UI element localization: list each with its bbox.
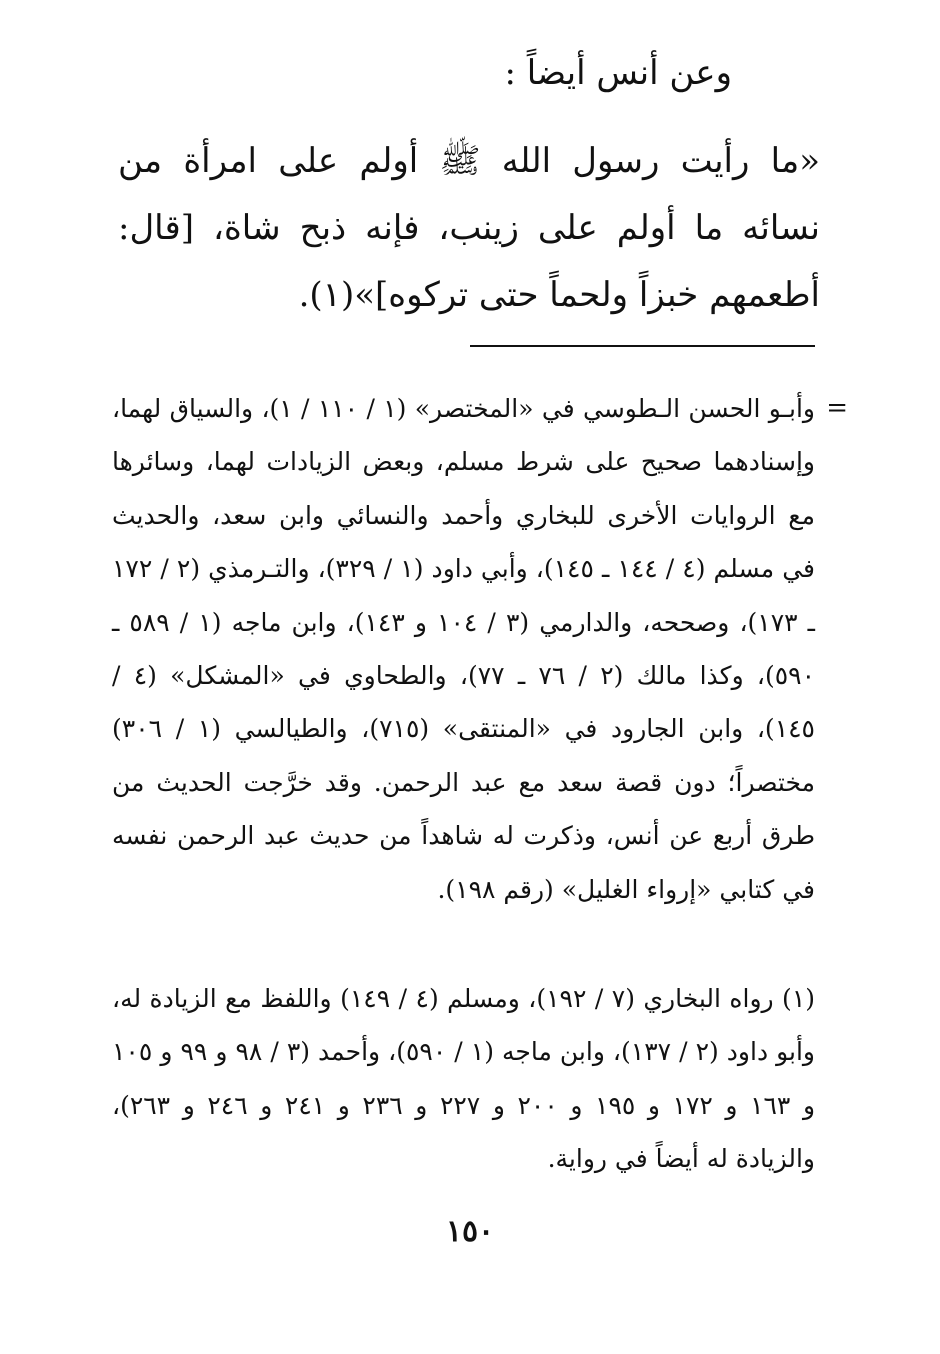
continuation-mark: = [826, 393, 848, 423]
footnote-1-paragraph: (١) رواه البخاري (٧ / ١٩٢)، ومسلم (٤ / ١٤٩) واللفظ مع الزيادة له، وأبو داود (٢ / ١٣٧)، وابن ماجه (١ / ٥٩٠)، وأحمد (٣ / ٩٨ و ٩٩ و ١٠٥ و ١٦٣ و ١٧٢ و ١٩٥ و ٢٠٠ و ٢٢٧ و ٢٣٦ و ٢٤١ و ٢٤٦ و ٢٦٣)، والزيادة له أيضاً في رواية. [112, 984, 816, 1174]
intro-line: وعن أنس أيضاً : [504, 53, 732, 93]
footnote-separator [470, 345, 815, 347]
page-number: ١٥٠ [445, 1214, 495, 1249]
hadith-paragraph: «ما رأيت رسول الله ﷺ أولم على امرأة من نسائه ما أولم على زينب، فإنه ذبح شاة، [قال: أطعمهم خبزاً ولحماً حتى تركوه]»(١). [118, 141, 820, 315]
hadith-text [118, 128, 820, 329]
continued-footnote [112, 382, 815, 916]
continued-footnote-paragraph: وأبـو الحسن الـطوسي في «المختصر» (١ / ١١٠ / ١)، والسياق لهما، وإسنادهما صحيح على شرط مسلم، وبعض الزيادات لهما، وسائرها مع الروايات الأخرى للبخاري وأحمد والنسائي وابن سعد، والحديث في مسلم (٤ / ١٤٤ ـ ١٤٥)، وأبي داود (١ / ٣٢٩)، والتـرمذي (٢ / ١٧٢ ـ ١٧٣)، وصححه، والدارمي (٣ / ١٠٤ و ١٤٣)، وابن ماجه (١ / ٥٨٩ ـ ٥٩٠)، وكذا مالك (٢ / ٧٦ ـ ٧٧)، والطحاوي في «المشكل» (٤ / ١٤٥)، وابن الجارود في «المنتقى» (٧١٥)، والطيالسي (١ / ٣٠٦) مختصراً؛ دون قصة سعد مع عبد الرحمن. وقد خرَّجت الحديث من طرق أربع عن أنس، وذكرت له شاهداً من حديث عبد الرحمن نفسه في كتابي «إرواء الغليل» (رقم ١٩٨). [112, 394, 816, 904]
footnote-1 [112, 972, 815, 1186]
